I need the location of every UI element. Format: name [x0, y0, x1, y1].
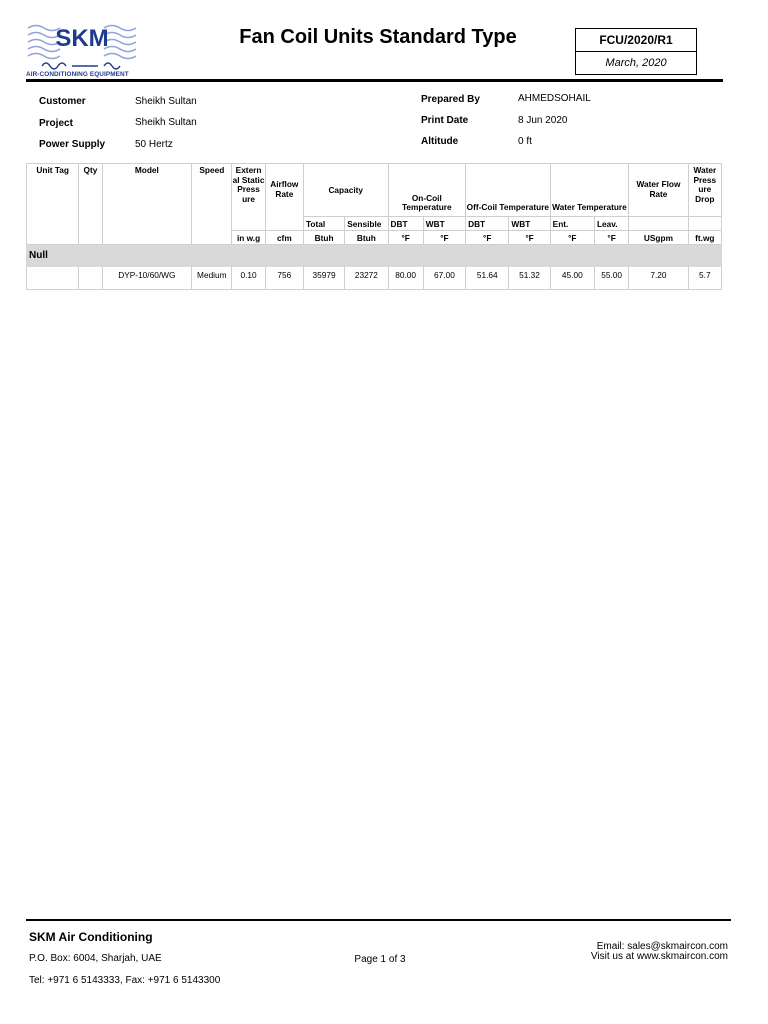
unit-esp: in w.g [232, 231, 265, 245]
footer-website: Visit us at www.skmaircon.com [590, 951, 728, 962]
footer-company-name: SKM Air Conditioning [29, 930, 153, 944]
subheader-off-dbt: DBT [466, 217, 509, 231]
subheader-on-wbt: WBT [423, 217, 465, 231]
unit-leav: °F [594, 231, 628, 245]
cell-speed: Medium [192, 267, 232, 290]
header-airflow-rate: Airflow Rate [265, 164, 303, 231]
document-reference: FCU/2020/R1 [575, 28, 697, 52]
logo-graphic [26, 22, 138, 72]
prepared-by-label: Prepared By [421, 94, 480, 105]
header-capacity: Capacity [303, 164, 388, 217]
footer-email: Email: sales@skmaircon.com [596, 941, 728, 952]
altitude-value: 0 ft [518, 136, 532, 147]
cell-unit-tag [27, 267, 79, 290]
unit-water-pd: ft.wg [688, 231, 721, 245]
unit-off-wbt: °F [509, 231, 550, 245]
cell-leav: 55.00 [594, 267, 628, 290]
unit-sensible: Btuh [345, 231, 388, 245]
header-on-coil-temperature: On-Coil Temperature [388, 164, 466, 217]
cell-water-pd: 5.7 [688, 267, 721, 290]
logo-caption: AIR-CONDITIONING EQUIPMENT [26, 71, 129, 78]
cell-qty [79, 267, 102, 290]
cell-airflow: 756 [265, 267, 303, 290]
subheader-leav: Leav. [594, 217, 628, 231]
document-date: March, 2020 [575, 52, 697, 75]
customer-label: Customer [39, 96, 86, 107]
footer-phone: Tel: +971 6 5143333, Fax: +971 6 5143300 [29, 975, 221, 986]
prepared-by-value: AHMEDSOHAIL [518, 93, 591, 104]
cell-model: DYP-10/60/WG [102, 267, 192, 290]
project-label: Project [39, 118, 73, 129]
cell-water-flow: 7.20 [629, 267, 688, 290]
power-supply-value: 50 Hertz [135, 139, 173, 150]
subheader-total: Total [303, 217, 344, 231]
print-date-value: 8 Jun 2020 [518, 115, 568, 126]
header-divider [26, 79, 723, 82]
cell-total: 35979 [303, 267, 344, 290]
footer-divider [26, 919, 731, 921]
cell-off-dbt: 51.64 [466, 267, 509, 290]
unit-ent: °F [550, 231, 594, 245]
subheader-water-pd-blank [688, 217, 721, 231]
header-water-pressure-drop: Water Press ure Drop [688, 164, 721, 217]
cell-esp: 0.10 [232, 267, 265, 290]
print-date-label: Print Date [421, 115, 469, 126]
group-label: Null [27, 245, 722, 267]
altitude-label: Altitude [421, 136, 459, 147]
customer-value: Sheikh Sultan [135, 96, 197, 107]
cell-sensible: 23272 [345, 267, 388, 290]
header-unit-tag: Unit Tag [27, 164, 79, 245]
header-model: Model [102, 164, 192, 245]
subheader-sensible: Sensible [345, 217, 388, 231]
page-number: Page 1 of 3 [354, 954, 406, 965]
table-row [27, 267, 722, 290]
unit-on-wbt: °F [423, 231, 465, 245]
cell-on-wbt: 67.00 [423, 267, 465, 290]
unit-water-flow: USgpm [629, 231, 688, 245]
unit-on-dbt: °F [388, 231, 423, 245]
header-water-flow-rate: Water Flow Rate [629, 164, 688, 217]
header-speed: Speed [192, 164, 232, 245]
cell-off-wbt: 51.32 [509, 267, 550, 290]
subheader-ent: Ent. [550, 217, 594, 231]
subheader-water-flow-blank [629, 217, 688, 231]
project-value: Sheikh Sultan [135, 117, 197, 128]
unit-total: Btuh [303, 231, 344, 245]
header-water-temperature: Water Temperature [550, 164, 629, 217]
header-off-coil-temperature: Off-Coil Temperature [466, 164, 551, 217]
page-title: Fan Coil Units Standard Type [239, 26, 517, 48]
footer-address: P.O. Box: 6004, Sharjah, UAE [29, 953, 162, 964]
header-qty: Qty [79, 164, 102, 245]
power-supply-label: Power Supply [39, 139, 106, 150]
logo-text: SKM [55, 25, 109, 52]
subheader-off-wbt: WBT [509, 217, 550, 231]
unit-airflow: cfm [265, 231, 303, 245]
cell-ent: 45.00 [550, 267, 594, 290]
cell-on-dbt: 80.00 [388, 267, 423, 290]
unit-off-dbt: °F [466, 231, 509, 245]
fan-coil-spec-table [26, 163, 722, 290]
header-external-static-pressure: Extern al Static Press ure [232, 164, 265, 231]
subheader-on-dbt: DBT [388, 217, 423, 231]
